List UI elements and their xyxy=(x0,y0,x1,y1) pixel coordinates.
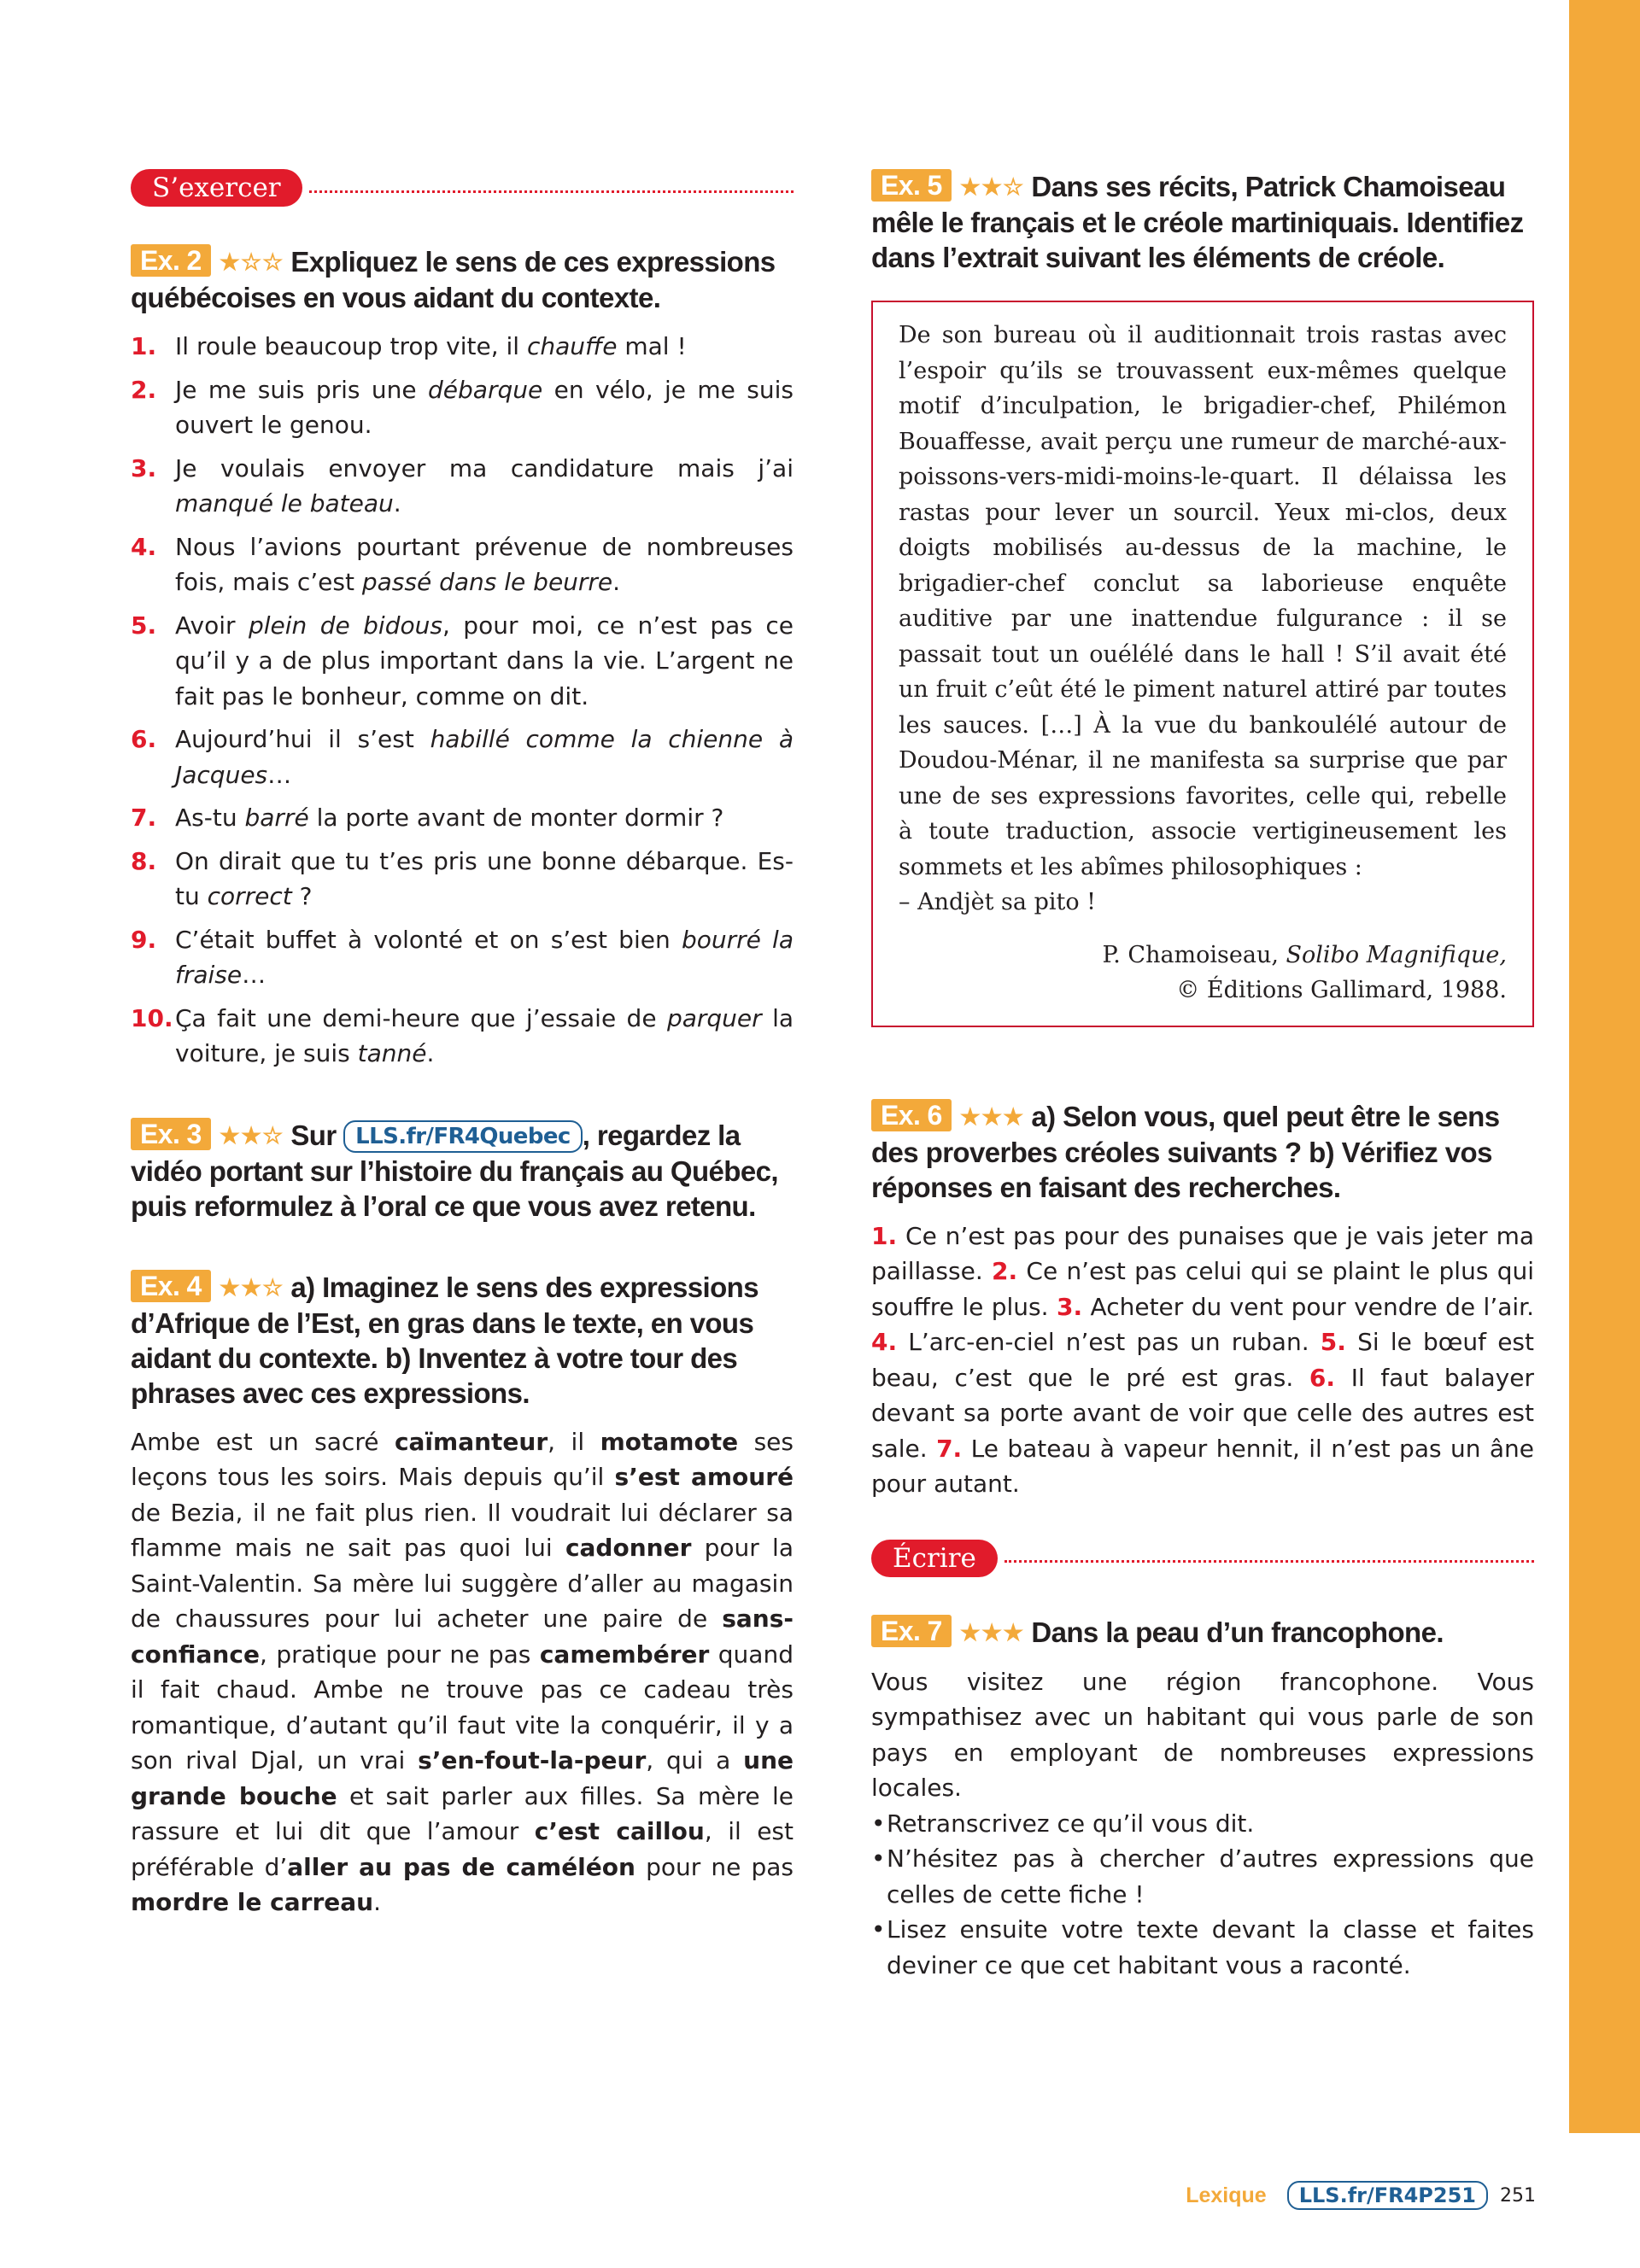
rubric-sexercer xyxy=(131,169,794,207)
proverb-text: Le bateau à vapeur hennit, il n’est pas un âne pour autant. xyxy=(871,1434,1534,1498)
item-text: Je voulais envoyer ma candidature mais j’ai manqué le bateau. xyxy=(175,453,794,517)
footer-section: Lexique xyxy=(1186,2183,1267,2207)
exercise-2-heading xyxy=(131,244,794,315)
exercise-7-heading xyxy=(871,1615,1534,1651)
item-number: 1. xyxy=(131,332,157,360)
difficulty-stars-icon: ★☆☆ xyxy=(219,249,284,275)
item-number: 5. xyxy=(131,611,157,640)
excerpt-source xyxy=(899,938,1507,1008)
list-item xyxy=(131,800,794,836)
exercise-5-heading xyxy=(871,169,1534,275)
proverb-number: 5. xyxy=(1320,1328,1346,1356)
exercise-3 xyxy=(131,1118,794,1224)
source-book: Solibo Magnifique, xyxy=(1286,941,1507,968)
proverb-number: 7. xyxy=(936,1434,963,1463)
proverb-text: Ce n’est pas celui qui se plaint le plus qui souffre le plus. xyxy=(871,1257,1534,1321)
proverb-number: 1. xyxy=(871,1221,898,1250)
item-number: 7. xyxy=(131,804,157,832)
exercise-3-heading xyxy=(131,1118,794,1224)
exercise-2-badge: Ex. 2 xyxy=(131,244,211,277)
exercise-4-title: a) Imaginez le sens des expressions d’Afrique de l’Est, en gras dans le texte, en vous aidant du contexte. b) Inventez à votre tour des phrases avec ces expressions. xyxy=(131,1271,758,1409)
proverb-number: 2. xyxy=(992,1257,1018,1285)
item-text: Il roule beaucoup trop vite, il chauffe mal ! xyxy=(175,332,687,360)
rubric-dotted-line xyxy=(1004,1560,1534,1563)
item-text: As-tu barré la porte avant de monter dormir ? xyxy=(175,804,724,832)
item-number: 8. xyxy=(131,846,157,875)
exercise-6-badge: Ex. 6 xyxy=(871,1099,952,1131)
excerpt-box xyxy=(871,301,1534,1027)
proverb-text: Acheter du vent pour vendre de l’air. xyxy=(1082,1292,1535,1321)
list-item xyxy=(131,722,794,792)
rubric-dotted-line xyxy=(309,190,794,193)
item-text: Aujourd’hui il s’est habillé comme la chienne à Jacques… xyxy=(175,725,794,789)
exercise-4-badge: Ex. 4 xyxy=(131,1270,211,1302)
left-column xyxy=(131,169,794,1967)
exercise-7-intro: Vous visitez une région francophone. Vous sympathisez avec un habitant qui vous parle de son pays en employant de nombreuses expressions locales. xyxy=(871,1667,1534,1802)
exercise-2-title: Expliquez le sens de ces expressions québécoises en vous aidant du contexte. xyxy=(131,246,776,313)
bullet-icon: • xyxy=(871,1809,886,1838)
proverb-text: L’arc-en-ciel n’est pas un ruban. xyxy=(897,1328,1321,1356)
exercise-7-bullets xyxy=(871,1806,1534,1984)
exercise-3-badge: Ex. 3 xyxy=(131,1118,211,1150)
proverbs-text xyxy=(871,1219,1534,1502)
item-text: C’était buffet à volonté et on s’est bien bourré la fraise… xyxy=(175,925,794,989)
bullet-icon: • xyxy=(871,1844,886,1873)
list-item xyxy=(131,329,794,365)
exercise-7 xyxy=(871,1615,1534,1984)
rubric-label: Écrire xyxy=(871,1540,998,1577)
source-author: P. Chamoiseau, xyxy=(1102,941,1279,968)
difficulty-stars-icon: ★★★ xyxy=(959,1619,1025,1645)
exercise-4-text: Ambe est un sacré caïmanteur, il motamote ses leçons tous les soirs. Mais depuis qu’il s’est amouré de Bezia, il ne fait plus rien. Il voudrait lui déclarer sa flamme mais ne sait pas quoi lui cadonner pour la Saint-Valentin. Sa mère lui suggère d’aller au magasin de chaussures pour lui acheter une paire de sans-confiance, pratique pour ne pas camembérer quand il fait chaud. Ambe ne trouve pas ce cadeau très romantique, d’autant qu’il faut vite la conquérir, il y a son rival Djal, un vrai s’en-fout-la-peur, qui a une grande bouche et sait parler aux filles. Sa mère le rassure et lui dit que l’amour c’est caillou, il est préférable d’aller au pas de caméléon pour ne pas mordre le carreau. xyxy=(131,1427,794,1916)
excerpt-text: De son bureau où il auditionnait trois rastas avec l’espoir qu’ils se trouvassent eux-mêmes quelque motif d’inculpation, le brigadier-chef, Philémon Bouaffesse, avait perçu une rumeur de marché-aux-poissons-vers-midi-moins-le-quart. Il délaissa les rastas pour lever un sourcil. Yeux mi-clos, deux doigts mobilisés au-dessus de la machine, le brigadier-chef conclut sa laborieuse enquête auditive par une inattendue fulgurance : il se passait tout un ouélélé dans le hall ! S’il avait été un fruit c’eût été le piment naturel attiré par toutes les sauces. […] À la vue du bankoulélé autour de Doudou-Ménar, il ne manifesta sa surprise que par une de ses expressions favorites, celle qui, rebelle à toute traduction, associe vertigineusement les sommets et les abîmes philosophiques : xyxy=(899,322,1507,880)
item-text: Nous l’avions pourtant prévenue de nombreuses fois, mais c’est passé dans le beurre. xyxy=(175,532,794,596)
proverb-text: Il faut balayer devant sa porte avant de voir que celle des autres est sale. xyxy=(871,1363,1534,1463)
page-number: 251 xyxy=(1500,2184,1536,2207)
difficulty-stars-icon: ★★☆ xyxy=(219,1274,284,1301)
difficulty-stars-icon: ★★☆ xyxy=(219,1122,284,1149)
orange-side-band xyxy=(1569,0,1640,2133)
proverb-text: Ce n’est pas pour des punaises que je vais jeter ma paillasse. xyxy=(871,1221,1534,1285)
right-column xyxy=(871,169,1534,2029)
list-item: • Lisez ensuite votre texte devant la classe et faites deviner ce que cet habitant vous a raconté. xyxy=(871,1912,1534,1983)
source-copyright: © Éditions Gallimard, 1988. xyxy=(1176,977,1507,1003)
item-text: On dirait que tu t’es pris une bonne débarque. Es-tu correct ? xyxy=(175,846,794,910)
list-item: • N’hésitez pas à chercher d’autres expressions que celles de cette fiche ! xyxy=(871,1841,1534,1912)
list-item xyxy=(131,608,794,715)
rubric-label: S’exercer xyxy=(131,169,302,207)
bullet-icon: • xyxy=(871,1915,886,1944)
proverb-text: Si le bœuf est beau, c’est que le pré est gras. xyxy=(871,1328,1535,1392)
exercise-6-heading xyxy=(871,1099,1534,1205)
item-number: 10. xyxy=(131,1003,173,1032)
item-number: 6. xyxy=(131,725,157,753)
list-item xyxy=(131,922,794,993)
item-text: Je me suis pris une débarque en vélo, je me suis ouvert le genou. xyxy=(175,375,794,439)
exercise-7-badge: Ex. 7 xyxy=(871,1615,952,1647)
exercise-2-list xyxy=(131,329,794,1072)
exercise-5 xyxy=(871,169,1534,1027)
exercise-6-title: a) Selon vous, quel peut être le sens des proverbes créoles suivants ? b) Vérifiez vos réponses en faisant des recherches. xyxy=(871,1100,1500,1203)
item-number: 2. xyxy=(131,375,157,404)
video-link[interactable]: LLS.fr/FR4Quebec xyxy=(343,1120,583,1153)
exercise-5-title: Dans ses récits, Patrick Chamoiseau mêle le français et le créole martiniquais. Identifiez dans l’extrait suivant les éléments de créole. xyxy=(871,171,1524,273)
difficulty-stars-icon: ★★☆ xyxy=(959,174,1025,200)
difficulty-stars-icon: ★★★ xyxy=(959,1103,1025,1130)
item-text: Avoir plein de bidous, pour moi, ce n’est pas ce qu’il y a de plus important dans la vie. L’argent ne fait pas le bonheur, comme on dit. xyxy=(175,611,794,710)
proverb-number: 6. xyxy=(1309,1363,1336,1392)
exercise-4 xyxy=(131,1270,794,1920)
list-item xyxy=(131,372,794,443)
item-text: Ça fait une demi-heure que j’essaie de parquer la voiture, je suis tanné. xyxy=(175,1003,794,1067)
page-footer xyxy=(1186,2181,1536,2210)
footer-link[interactable]: LLS.fr/FR4P251 xyxy=(1287,2181,1488,2210)
excerpt-quote-line: – Andjèt sa pito ! xyxy=(899,889,1097,915)
list-item xyxy=(131,529,794,600)
exercise-3-title-start: Sur xyxy=(290,1119,337,1151)
exercise-6 xyxy=(871,1099,1534,1502)
proverb-number: 4. xyxy=(871,1328,898,1356)
item-number: 4. xyxy=(131,532,157,561)
list-item xyxy=(131,451,794,522)
list-item xyxy=(131,844,794,915)
item-number: 3. xyxy=(131,453,157,482)
list-item: • Retranscrivez ce qu’il vous dit. xyxy=(871,1806,1534,1842)
exercise-3-title-end: , regardez la vidéo portant sur l’histoire du français au Québec, puis reformulez à l’oral ce que vous avez retenu. xyxy=(131,1119,778,1222)
exercise-4-heading xyxy=(131,1270,794,1411)
exercise-5-badge: Ex. 5 xyxy=(871,169,952,202)
exercise-2 xyxy=(131,244,794,1072)
exercise-7-title: Dans la peau d’un francophone. xyxy=(1031,1616,1444,1648)
rubric-ecrire xyxy=(871,1540,1534,1577)
proverb-number: 3. xyxy=(1056,1292,1083,1321)
item-number: 9. xyxy=(131,925,157,954)
list-item xyxy=(131,1001,794,1072)
